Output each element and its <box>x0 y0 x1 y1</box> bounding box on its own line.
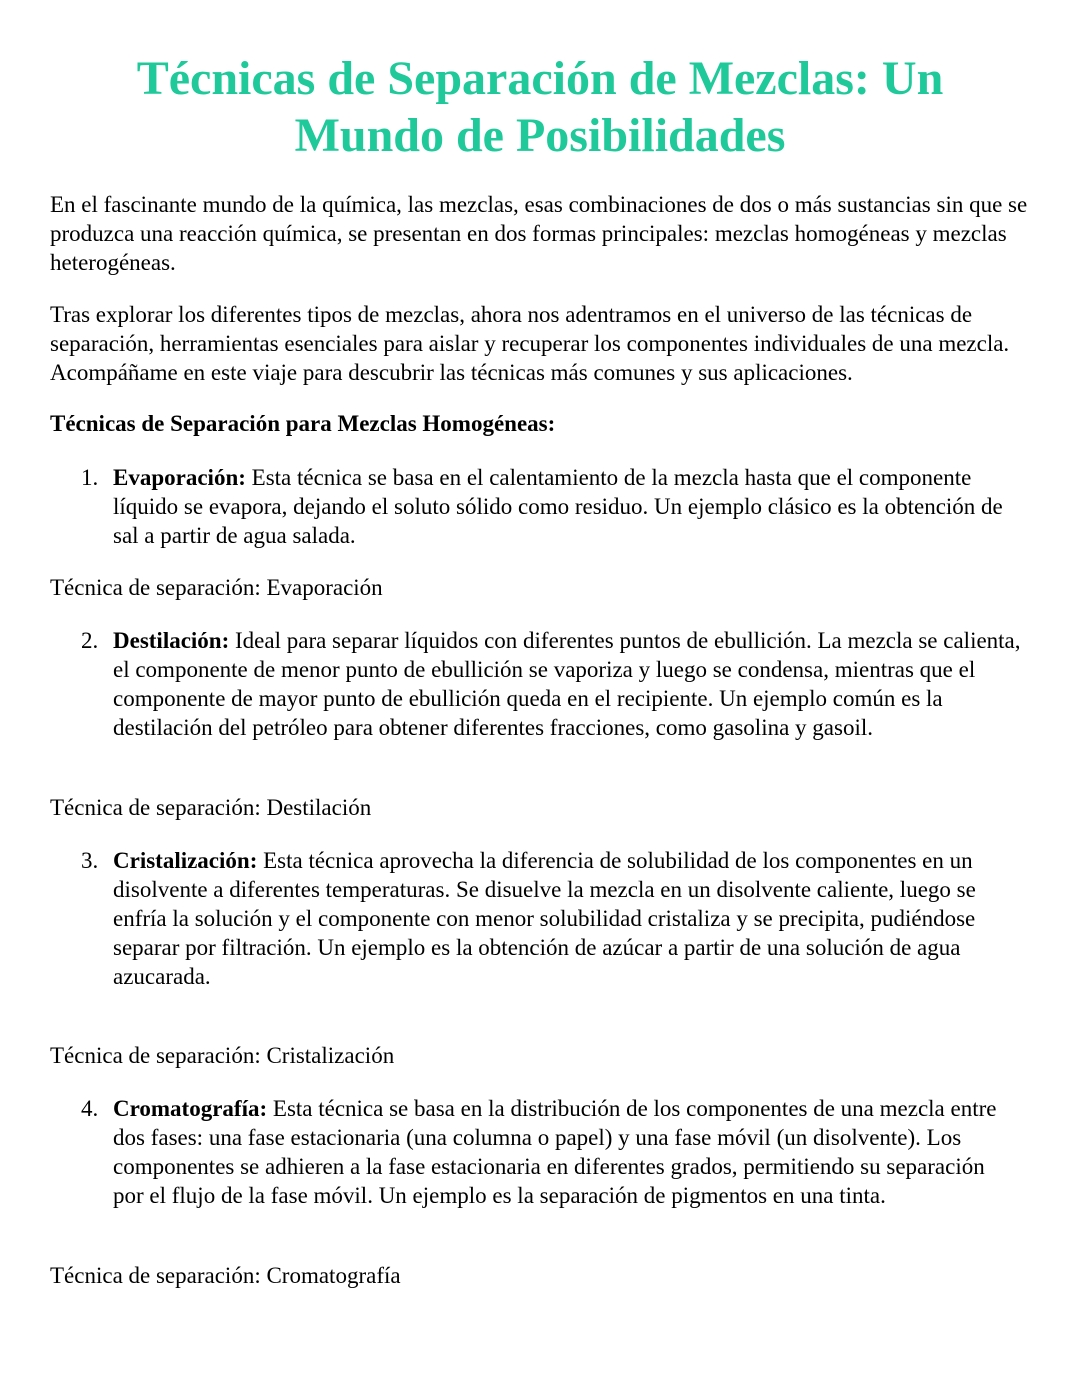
list-item-term: Cristalización: <box>113 848 258 873</box>
list-item-body <box>113 1094 1021 1210</box>
list-item-number: 4. <box>81 1096 99 1121</box>
list-item-cristalizacion <box>81 846 1021 991</box>
technique-line-evaporacion: Técnica de separación: Evaporación <box>50 575 383 600</box>
list-item-number: 3. <box>81 848 99 873</box>
list-item-body <box>113 626 1021 742</box>
list-item-evaporacion <box>81 463 1021 550</box>
intro-paragraph-1: En el fascinante mundo de la química, las mezclas, esas combinaciones de dos o más sustancias sin que se produzca una reacción química, se presentan en dos formas principales: mezclas homogéneas y mezclas heterogéneas. <box>50 192 1028 275</box>
list-item-body <box>113 463 1021 550</box>
list-item-term: Evaporación: <box>113 465 246 490</box>
technique-line-cromatografia: Técnica de separación: Cromatografía <box>50 1263 401 1288</box>
technique-line-cristalizacion: Técnica de separación: Cristalización <box>50 1043 395 1068</box>
list-item-text: Esta técnica se basa en el calentamiento de la mezcla hasta que el componente líquido se evapora, dejando el soluto sólido como residuo. Un ejemplo clásico es la obtención de sal a partir de agua salada. <box>113 465 1003 548</box>
list-item-body <box>113 846 1021 991</box>
list-item-term: Cromatografía: <box>113 1096 268 1121</box>
list-item-term: Destilación: <box>113 628 230 653</box>
intro-paragraph-2: Tras explorar los diferentes tipos de mezclas, ahora nos adentramos en el universo de las técnicas de separación, herramientas esenciales para aislar y recuperar los componentes individuales de una mezcla. Acompáñame en este viaje para descubrir las técnicas más comunes y sus aplicaciones. <box>50 302 1010 385</box>
page-title: Técnicas de Separación de Mezclas: Un Mundo de Posibilidades <box>136 52 944 162</box>
section-heading: Técnicas de Separación para Mezclas Homogéneas: <box>50 411 556 436</box>
technique-line-destilacion: Técnica de separación: Destilación <box>50 795 372 820</box>
list-item-text: Esta técnica se basa en la distribución de los componentes de una mezcla entre dos fases: una fase estacionaria (una columna o papel) y una fase móvil (un disolvente). Los componentes se adhieren a la fase estacionaria en diferentes grados, permitiendo su separación por el flujo de la fase móvil. Un ejemplo es la separación de pigmentos en una tinta. <box>113 1096 997 1208</box>
list-item-destilacion <box>81 626 1021 742</box>
list-item-text: Esta técnica aprovecha la diferencia de solubilidad de los componentes en un disolvente a diferentes temperaturas. Se disuelve la mezcla en un disolvente caliente, luego se enfría la solución y el componente con menor solubilidad cristaliza y se precipita, pudiéndose separar por filtración. Un ejemplo es la obtención de azúcar a partir de una solución de agua azucarada. <box>113 848 976 989</box>
list-item-cromatografia <box>81 1094 1021 1210</box>
list-item-number: 1. <box>81 465 99 490</box>
list-item-text: Ideal para separar líquidos con diferentes puntos de ebullición. La mezcla se calienta, el componente de menor punto de ebullición se vaporiza y luego se condensa, mientras que el componente de mayor punto de ebullición queda en el recipiente. Un ejemplo común es la destilación del petróleo para obtener diferentes fracciones, como gasolina y gasoil. <box>113 628 1021 740</box>
list-item-number: 2. <box>81 628 99 653</box>
